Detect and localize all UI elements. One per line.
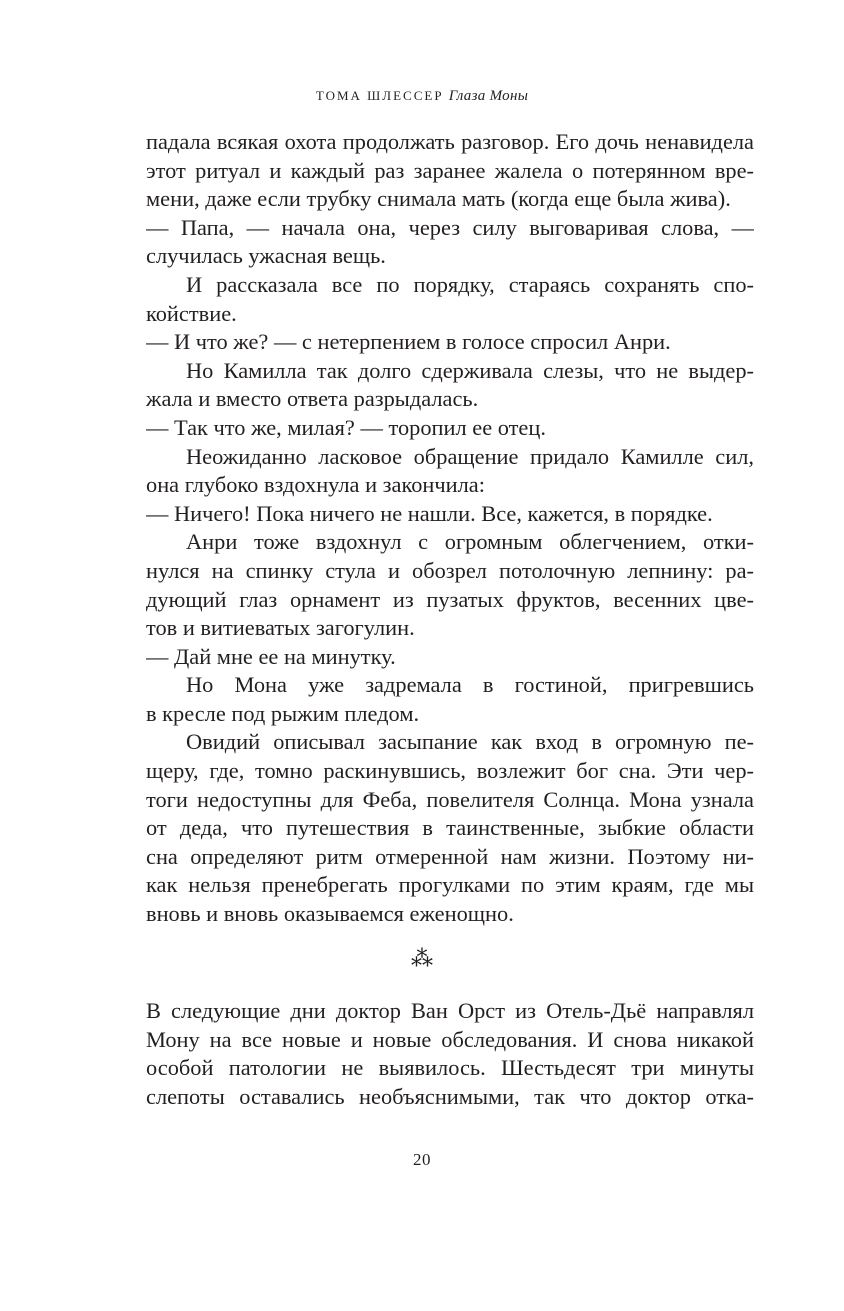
paragraph-start-line: Но Мона уже задремала в гостиной, пригревшись <box>186 672 754 698</box>
body-text-section-1 <box>146 128 754 929</box>
running-head-title: Глаза Моны <box>448 88 529 104</box>
text-line: мени, даже если трубку снимала мать (когда еще была жива). <box>146 186 731 212</box>
text-line: вновь и вновь оказываемся еженощно. <box>146 901 514 927</box>
body-text-section-2 <box>146 997 754 1111</box>
dialogue-line: — Дай мне ее на минутку. <box>146 643 396 669</box>
dialogue-line: — Так что же, милая? — торопил ее отец. <box>146 414 546 440</box>
running-head <box>0 88 844 105</box>
text-line: В следующие дни доктор Ван Орст из Отель-Дьё направлял <box>146 998 754 1023</box>
text-line: особой патологии не выявилось. Шестьдесят три минуты <box>146 1055 754 1081</box>
text-line: тоги недоступны для Феба, повелителя Солнца. Мона узнала <box>146 786 754 812</box>
paragraph-start-line: Анри тоже вздохнул с огромным облегчением, отки- <box>186 529 754 555</box>
dialogue-line: — И что же? — с нетерпением в голосе спросил Анри. <box>146 329 671 355</box>
text-line: койствие. <box>146 300 237 326</box>
text-line: нулся на спинку стула и обозрел потолочную лепнину: ра- <box>146 557 754 583</box>
text-line: сна определяют ритм отмеренной нам жизни. Поэтому ни- <box>146 843 754 869</box>
text-line: дующий глаз орнамент из пузатых фруктов, весенних цве- <box>146 586 754 612</box>
text-line: как нельзя пренебрегать прогулками по этим краям, где мы <box>146 872 754 898</box>
text-line: этот ритуал и каждый раз заранее жалела о потерянном вре- <box>146 157 754 183</box>
text-line: от деда, что путешествия в таинственные, зыбкие области <box>146 815 754 841</box>
paragraph-start-line: И рассказала все по порядку, стараясь сохранять спо- <box>186 271 754 297</box>
text-line: жала и вместо ответа разрыдалась. <box>146 386 479 412</box>
text-line: случилась ужасная вещь. <box>146 243 386 269</box>
text-line: слепоты оставались необъяснимыми, так что доктор отка- <box>146 1083 754 1109</box>
text-line: щеру, где, томно раскинувшись, возлежит бог сна. Эти чер- <box>146 758 754 784</box>
text-line: в кресле под рыжим пледом. <box>146 700 420 726</box>
paragraph-start-line: Овидий описывал засыпание как вход в огромную пе- <box>186 729 754 755</box>
text-line: она глубоко вздохнула и закончила: <box>146 472 485 498</box>
text-line: падала всякая охота продолжать разговор. Его дочь ненавидела <box>146 129 754 154</box>
paragraph-start-line: Но Камилла так долго сдерживала слезы, что не выдер- <box>186 357 754 383</box>
running-head-author: ТОМА ШЛЕССЕР <box>315 88 444 103</box>
dialogue-line: — Ничего! Пока ничего не нашли. Все, кажется, в порядке. <box>146 500 713 526</box>
text-line: Мону на все новые и новые обследования. И снова никакой <box>146 1026 754 1052</box>
text-line: тов и витиеватых загогулин. <box>146 615 415 641</box>
dialogue-line: — Папа, — начала она, через силу выговаривая слова, — <box>146 214 754 240</box>
page-number: 20 <box>413 1150 431 1169</box>
paragraph-start-line: Неожиданно ласковое обращение придало Камилле сил, <box>186 443 754 469</box>
section-break-ornament-icon: ⁂ <box>411 946 433 971</box>
